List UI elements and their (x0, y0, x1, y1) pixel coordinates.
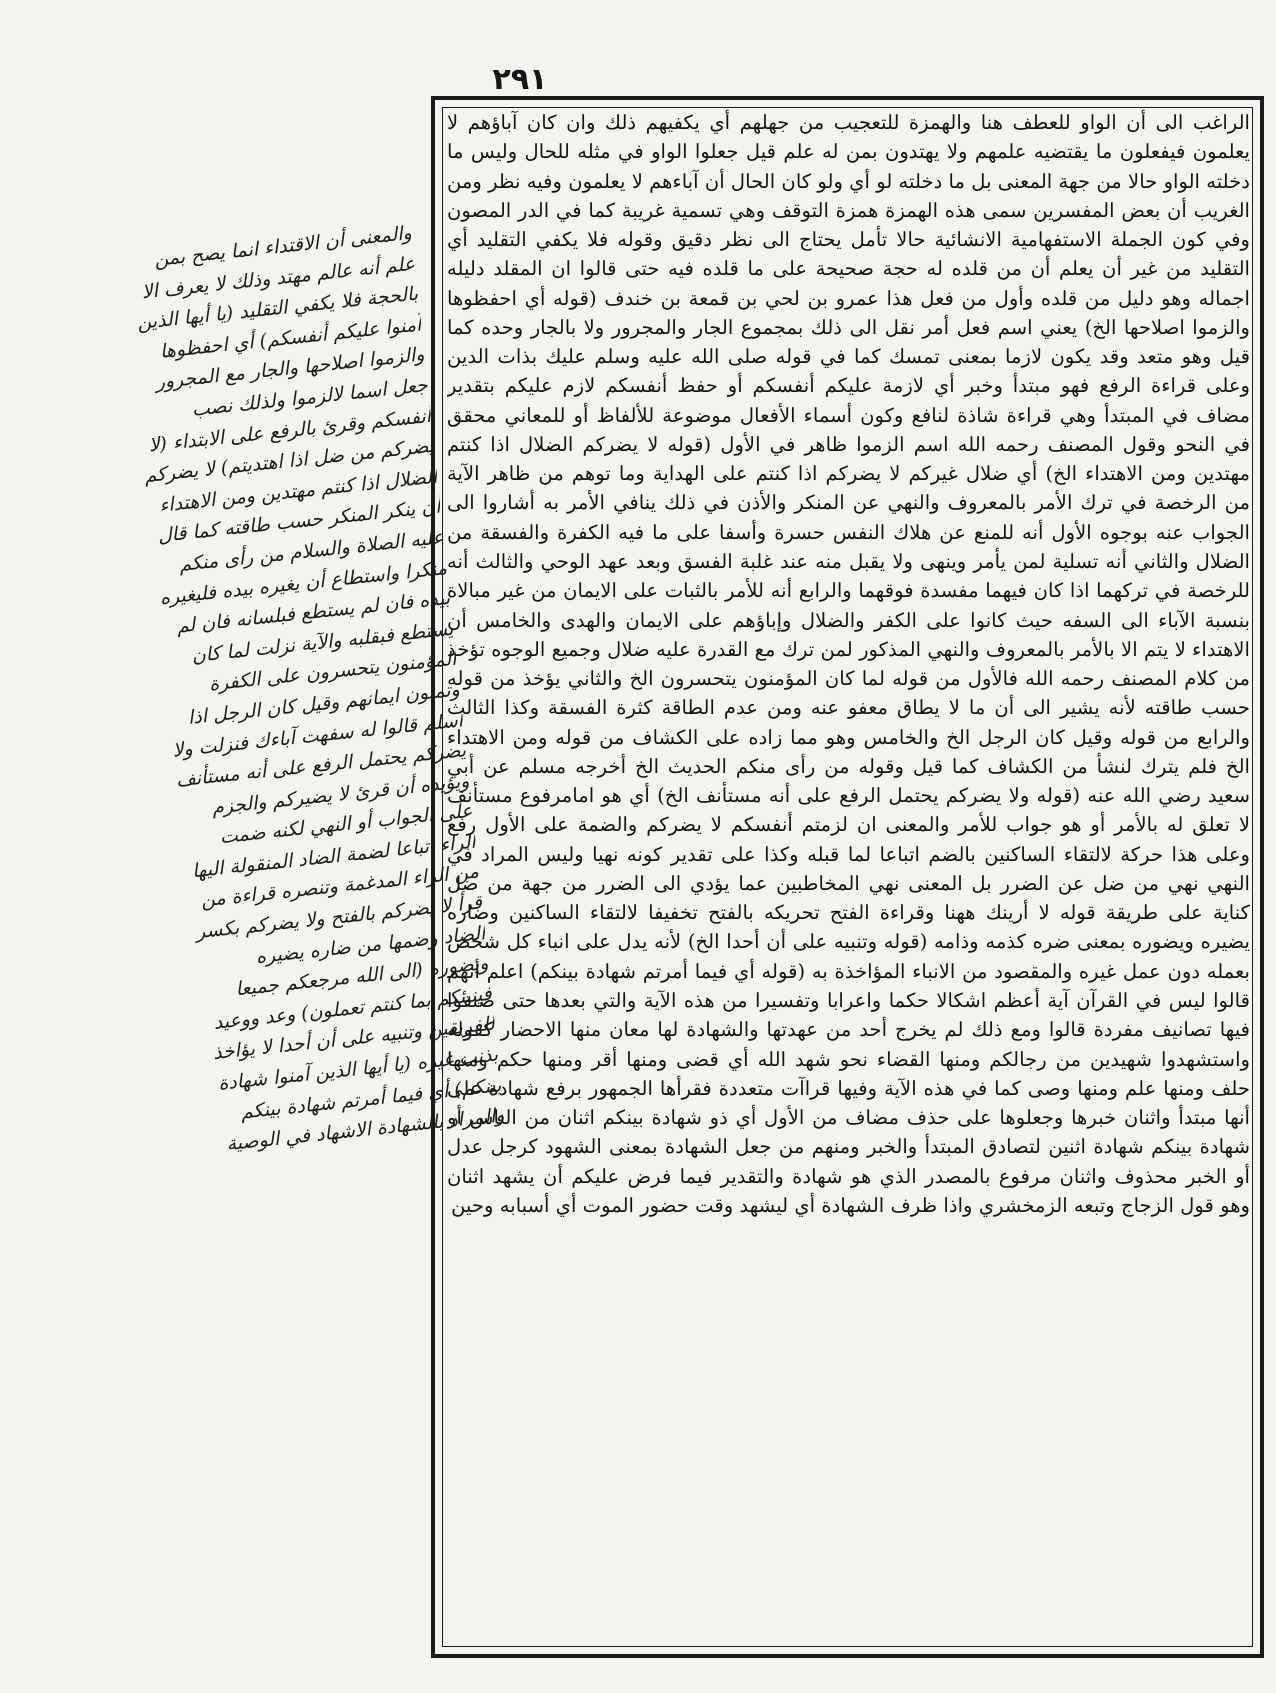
margin-note-text: والمعنى أن الاقتداء انما يصح بمن علم أنه عالم مهتد وذلك لا يعرف الا بالحجة فلا يكفي التقليد (يا أيها الذين آمنوا عليكم أنفسكم) أي احفظوها والزموا اصلاحها والجار مع المجرور جعل اسما لالزموا ولذلك نصب أنفسكم وقرئ بالرفع على الابتداء (لا يضركم من ضل اذا اهتديتم) لا يضركم الضلال اذا كنتم مهتدين ومن الاهتداء أن ينكر المنكر حسب طاقته كما قال عليه الصلاة والسلام من رأى منكم منكرا واستطاع أن يغيره بيده فليغيره بيده فان لم يستطع فبلسانه فان لم يستطع فبقلبه والآية نزلت لما كان المؤمنون يتحسرون على الكفرة وتمنون ايمانهم وقيل كان الرجل اذا أسلم قالوا له سفهت آباءك فنزلت ولا يضركم يحتمل الرفع على أنه مستأنف ويؤيده أن قرئ لا يضيركم والجزم على الجواب أو النهي لكنه ضمت الراء اتباعا لضمة الضاد المنقولة اليها من الراء المدغمة وتنصره قراءة من قرأ لا يضركم بالفتح ولا يضركم بكسر الضاد وضمها من ضاره يضيره ويضوره (الى الله مرجعكم جميعا فينبئكم بما كنتم تعملون) وعد ووعيد للفريقين وتنبيه على أن أحدا لا يؤاخذ بذنب غيره (يا أيها الذين آمنوا شهادة بينكم) أي فيما أمرتم شهادة بينكم والمراد بالشهادة الاشهاد في الوصية (136, 221, 506, 1156)
page-number: ٢٩١ (492, 62, 548, 97)
main-commentary-paragraph: الراغب الى أن الواو للعطف هنا والهمزة للتعجيب من جهلهم أي يكفيهم ذلك وان كان آباؤهم لا يعلمون فيفعلون ما يقتضيه علمهم ولا يهتدون بمن له علم قيل جعلوا الواو في مثله للحال وليس ما دخلته الواو حالا من جهة المعنى بل ما دخلته لو أي ولو كان الحال أن آباءهم لا يعلمون وفيه نظر ومن الغريب أن بعض المفسرين سمى هذه الهمزة همزة التوقف وهي تسمية غريبة كما في الدر المصون وفي كون الجملة الاستفهامية الانشائية حالا تأمل يحتاج الى نظر دقيق وقوله فلا يكفي التقليد أي التقليد من غير أن يعلم أن من قلده له حجة صحيحة على ما قلده فيه حتى قالوا ان المقلد دليله اجماله وهو دليل من قلده وأول من فعل هذا عمرو بن لحي بن قمعة بن خندف (قوله أي احفظوها والزموا اصلاحها الخ) يعني اسم فعل أمر نقل الى ذلك بمجموع الجار والمجرور ولا بالجار وحده كما قيل وهو متعد وقد يكون لازما بمعنى تمسك كما في قوله صلى الله عليه وسلم عليك بذات الدين وعلى قراءة الرفع فهو مبتدأ وخبر أي لازمة عليكم أنفسكم أو حفظ أنفسكم لازم عليكم بتقدير مضاف في المبتدأ وهي قراءة شاذة لنافع وكون أسماء الأفعال موضوعة للألفاظ أو للمعاني محقق في النحو وقول المصنف رحمه الله اسم الزموا ظاهر في الأول (قوله لا يضركم الضلال اذا كنتم مهتدين ومن الاهتداء الخ) أي ضلال غيركم لا يضركم اذا كنتم على الهداية وما توهم من ظاهر الآية من الرخصة في ترك الأمر بالمعروف والنهي عن المنكر والأذن في ذلك ينافي الأمر به أشاروا الى الجواب عنه بوجوه الأول أنه للمنع عن هلاك النفس حسرة وأسفا على ما فيه الكفرة والفسقة من الضلال والثاني أنه تسلية لمن يأمر وينهى ولا يقبل منه عند غلبة الفسق وبعد عهد الوحي والثالث أنه للرخصة في تركهما اذا كان فيهما مفسدة فوقهما والرابع أنه للأمر بالثبات على الايمان من غير مبالاة بنسبة الآباء الى السفه حيث كانوا على الكفر والضلال وإباؤهم على الايمان والهدى والخامس أن الاهتداء لا يتم الا بالأمر بالمعروف والنهي المذكور لمن ترك مع القدرة عليه ضلال وجميع الوجوه تؤخذ من كلام المصنف رحمه الله فالأول من قوله لما كان المؤمنون يتحسرون الخ والثاني يؤخذ من قوله حسب طاقته لأنه يشير الى أن ما لا يطاق معفو عنه ومن عدم الطاقة كثرة الفسقة وكذا الثالث والرابع من قوله وقيل كان الرجل الخ والخامس وهو مما زاده على الكشاف من قوله ومن الاهتداء الخ فلم يترك لنشأ من الكشاف كما قيل وقوله من رأى منكم الحديث الخ أخرجه مسلم عن أبي سعيد رضي الله عنه (قوله ولا يضركم يحتمل الرفع على أنه مستأنف الخ) أي هو امامرفوع مستأنف لا تعلق له بالأمر أو هو جواب للأمر والمعنى ان لزمتم أنفسكم لا يضركم والضمة على الأول رفع وعلى هذا حركة لالتقاء الساكنين بالضم اتباعا لما قبله وكذا على تقدير كونه نهيا وليس المراد في النهي نهي من ضل عن الضرر بل المعنى نهي المخاطبين عما يؤدي الى الضرر من جهة من ضل كناية على طريقة قوله لا أرينك ههنا وقراءة الفتح تحريكه بالفتح تخفيفا لالتقاء الساكنين وضاره يضيره ويضوره بمعنى ضره كذمه وذامه (قوله وتنبيه على أن أحدا الخ) لأنه يدل على انباء كل شخص بعمله دون عمل غيره والمقصود من الانباء المؤاخذة به (قوله أي فيما أمرتم شهادة بينكم) اعلم أنهم قالوا ليس في القرآن آية أعظم اشكالا حكما واعرابا وتفسيرا من هذه الآية والتي بعدها حتى صنفوا فيها تصانيف مفردة قالوا ومع ذلك لم يخرج أحد من عهدتها والشهادة لها معان منها الاحضار كقوله واستشهدوا شهيدين من رجالكم ومنها القضاء نحو شهد الله أي قضى ومنها أقر ومنها حكم ومنها حلف ومنها علم ومنها وصى كما في هذه الآية وفيها قراآت متعددة فقرأها الجمهور برفع شهادة على أنها مبتدأ واثنان خبرها وجعلوها على حذف مضاف من الأول أي ذو شهادة بينكم اثنان من الناس أو شهادة بينكم شهادة اثنين لتصادق المبتدأ والخبر ومنهم من جعل الشهادة بمعنى الشهود كرجل عدل أو الخبر محذوف واثنان مرفوع بالمصدر الذي هو شهادة والتقدير فيما فرض عليكم أن يشهد اثنان وهو قول الزجاج وتبعه الزمخشري واذا ظرف الشهادة أي ليشهد وقت حضور الموت أي أسبابه وحين (447, 111, 1250, 1217)
main-commentary-text (447, 108, 1250, 1646)
